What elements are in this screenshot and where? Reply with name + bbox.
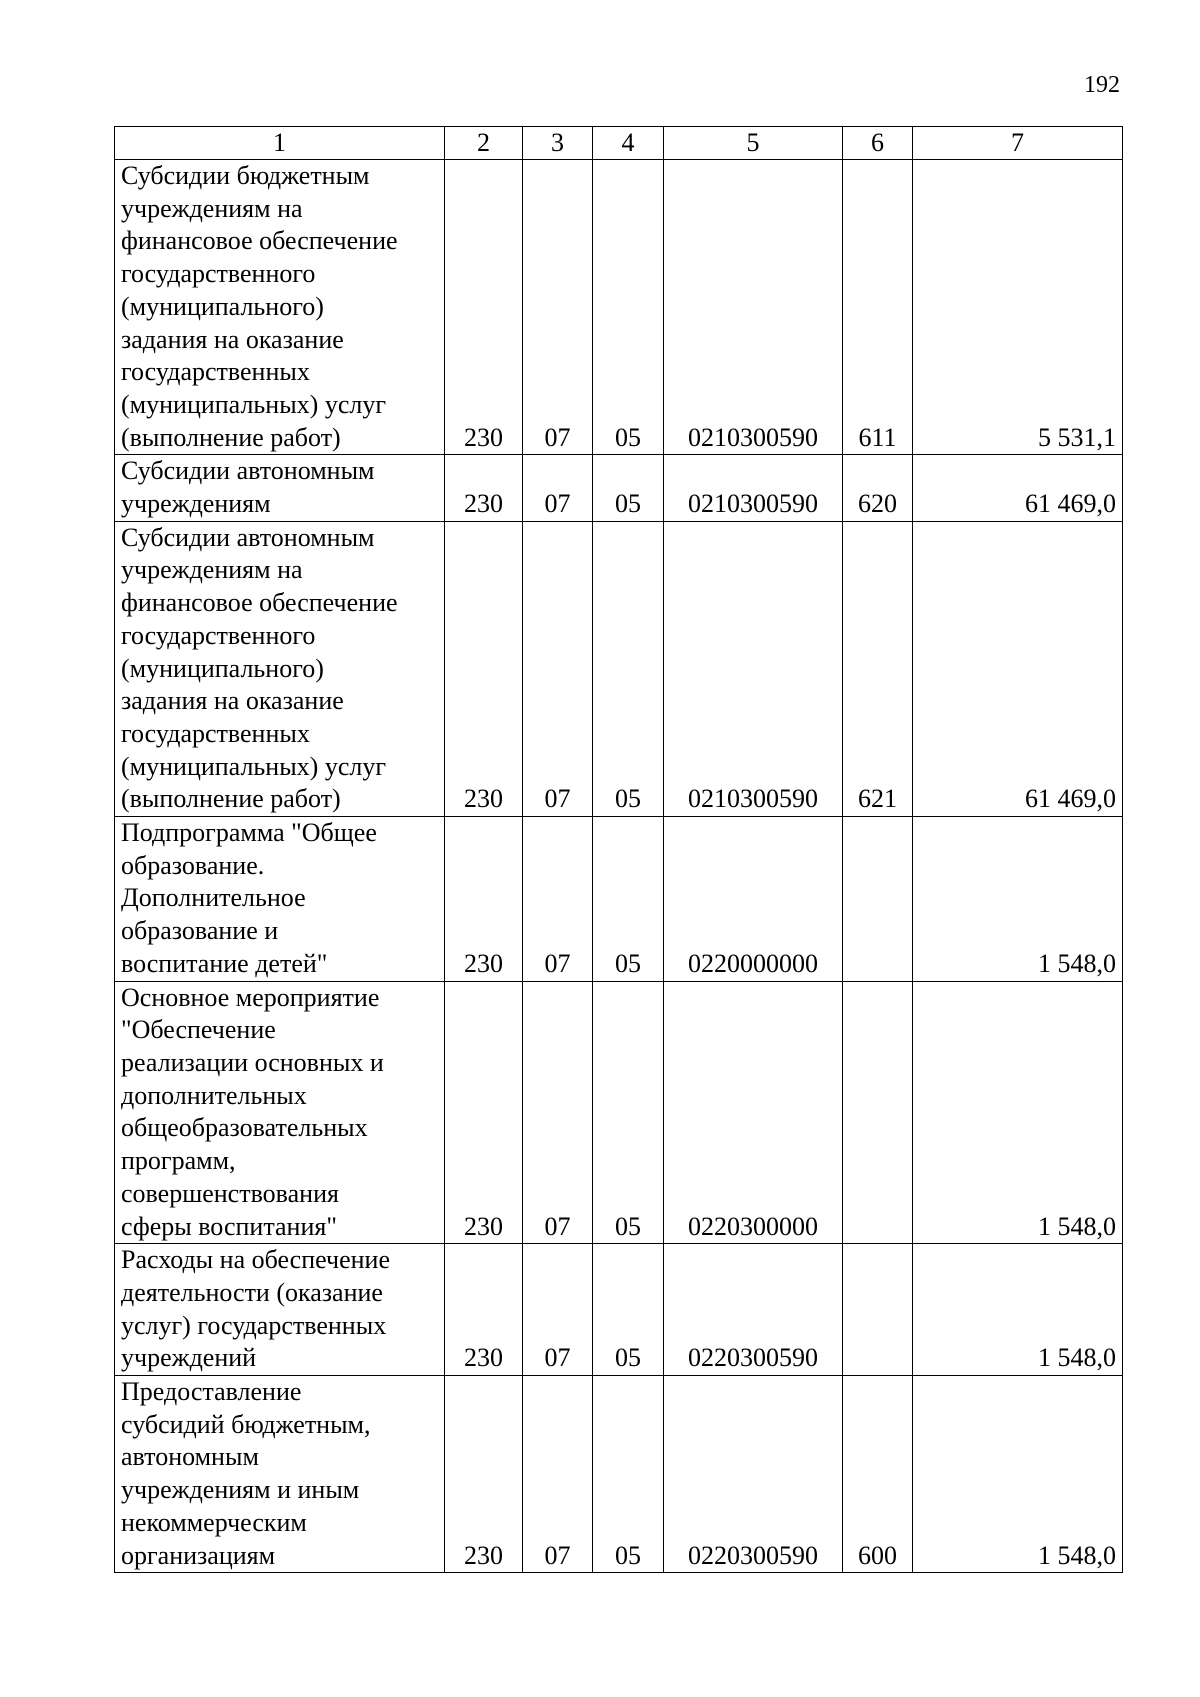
row-code-5: 0210300590	[664, 455, 843, 521]
table-row	[115, 1244, 1123, 1376]
column-header-7: 7	[913, 127, 1123, 160]
budget-table	[114, 126, 1123, 1573]
row-code-3: 07	[523, 521, 593, 816]
row-code-6: 600	[843, 1376, 913, 1573]
row-code-6: 620	[843, 455, 913, 521]
row-code-4: 05	[593, 981, 664, 1244]
row-code-2: 230	[445, 1376, 523, 1573]
row-amount: 61 469,0	[913, 455, 1123, 521]
row-amount: 1 548,0	[913, 1244, 1123, 1376]
row-code-4: 05	[593, 160, 664, 455]
row-code-3: 07	[523, 1244, 593, 1376]
row-amount: 1 548,0	[913, 817, 1123, 982]
row-code-6	[843, 1244, 913, 1376]
table-row	[115, 817, 1123, 982]
row-code-2: 230	[445, 521, 523, 816]
table-row	[115, 455, 1123, 521]
column-header-4: 4	[593, 127, 664, 160]
row-code-3: 07	[523, 455, 593, 521]
row-code-5: 0220300000	[664, 981, 843, 1244]
row-amount: 1 548,0	[913, 981, 1123, 1244]
row-amount: 5 531,1	[913, 160, 1123, 455]
row-name: Основное мероприятие "Обеспечение реализации основных и дополнительных общеобразовательных программ, совершенствования сферы воспитания"	[115, 981, 445, 1244]
row-name: Субсидии автономным учреждениям	[115, 455, 445, 521]
row-code-2: 230	[445, 1244, 523, 1376]
row-code-3: 07	[523, 1376, 593, 1573]
row-amount: 1 548,0	[913, 1376, 1123, 1573]
row-code-5: 0210300590	[664, 521, 843, 816]
header-row	[115, 127, 1123, 160]
row-code-6: 611	[843, 160, 913, 455]
column-header-1: 1	[115, 127, 445, 160]
row-code-5: 0220300590	[664, 1244, 843, 1376]
column-header-2: 2	[445, 127, 523, 160]
row-code-5: 0220000000	[664, 817, 843, 982]
row-code-2: 230	[445, 455, 523, 521]
row-code-4: 05	[593, 455, 664, 521]
page-number: 192	[1084, 72, 1120, 98]
row-code-4: 05	[593, 1376, 664, 1573]
column-header-3: 3	[523, 127, 593, 160]
row-code-4: 05	[593, 817, 664, 982]
row-name: Расходы на обеспечение деятельности (оказание услуг) государственных учреждений	[115, 1244, 445, 1376]
row-amount: 61 469,0	[913, 521, 1123, 816]
row-code-6	[843, 817, 913, 982]
row-code-6: 621	[843, 521, 913, 816]
row-code-2: 230	[445, 981, 523, 1244]
row-code-5: 0210300590	[664, 160, 843, 455]
row-code-6	[843, 981, 913, 1244]
row-code-4: 05	[593, 1244, 664, 1376]
row-code-2: 230	[445, 160, 523, 455]
table-row	[115, 521, 1123, 816]
table-row	[115, 1376, 1123, 1573]
row-code-3: 07	[523, 817, 593, 982]
row-code-5: 0220300590	[664, 1376, 843, 1573]
table-row	[115, 160, 1123, 455]
row-code-3: 07	[523, 981, 593, 1244]
table-row	[115, 981, 1123, 1244]
column-header-5: 5	[664, 127, 843, 160]
column-header-6: 6	[843, 127, 913, 160]
row-code-2: 230	[445, 817, 523, 982]
row-code-4: 05	[593, 521, 664, 816]
row-name: Субсидии бюджетным учреждениям на финансовое обеспечение государственного (муниципального) задания на оказание государственных (муниципальных) услуг (выполнение работ)	[115, 160, 445, 455]
row-code-3: 07	[523, 160, 593, 455]
row-name: Субсидии автономным учреждениям на финансовое обеспечение государственного (муниципального) задания на оказание государственных (муниципальных) услуг (выполнение работ)	[115, 521, 445, 816]
row-name: Предоставление субсидий бюджетным, автономным учреждениям и иным некоммерческим организациям	[115, 1376, 445, 1573]
row-name: Подпрограмма "Общее образование. Дополнительное образование и воспитание детей"	[115, 817, 445, 982]
